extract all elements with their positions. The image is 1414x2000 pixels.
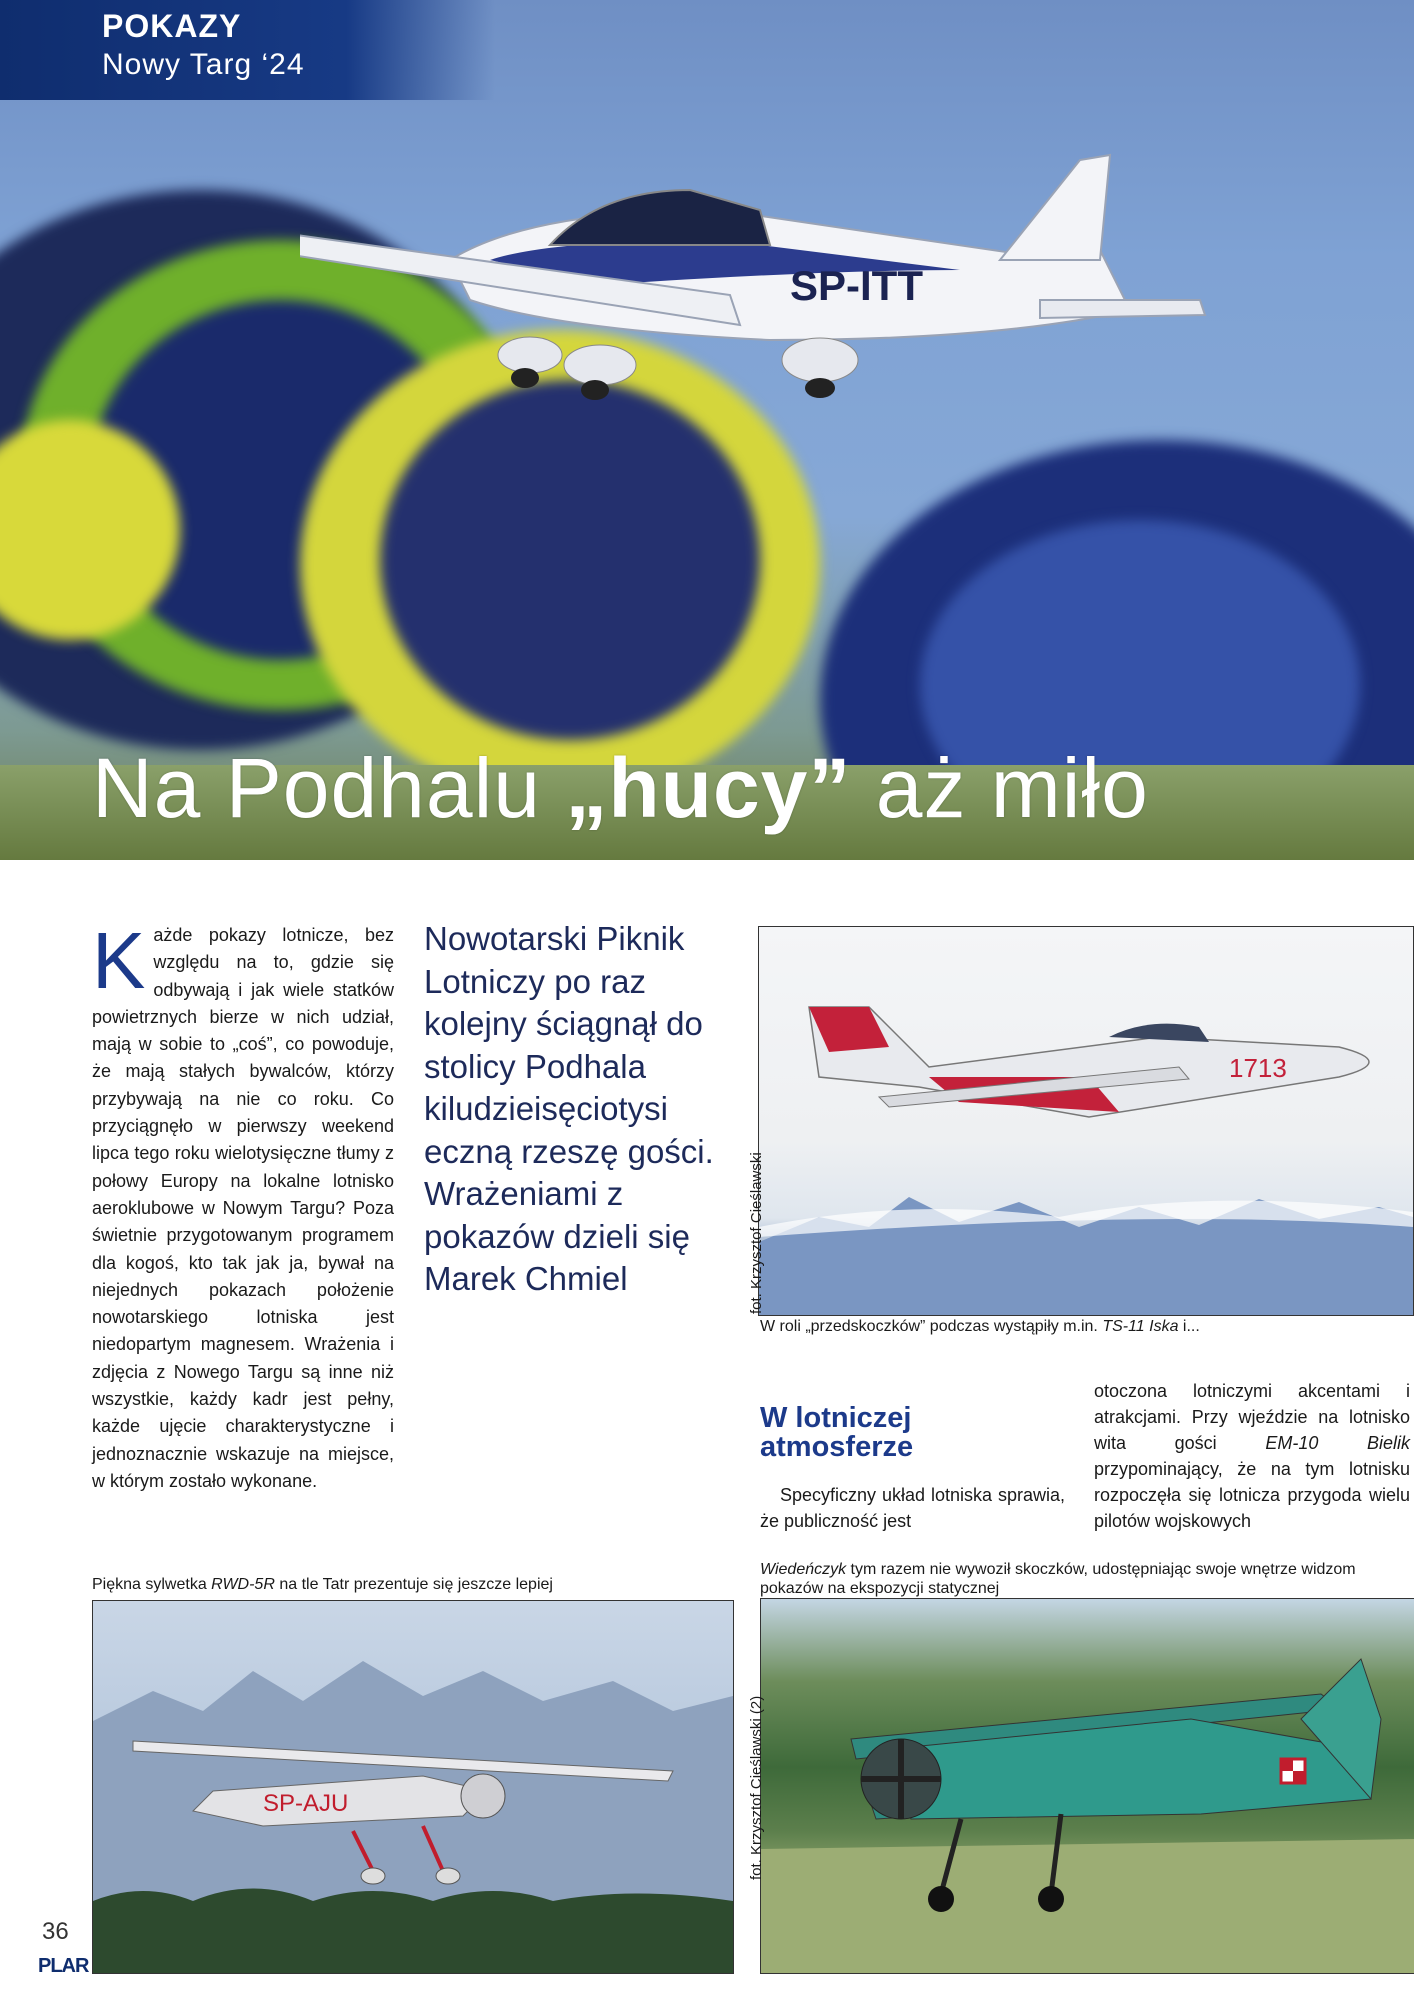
dropcap: K xyxy=(92,916,146,1005)
text-emphasis: RWD-5R xyxy=(211,1576,275,1593)
intro-paragraph xyxy=(92,916,394,1495)
article-headline xyxy=(92,740,1412,837)
text-run: Piękna sylwetka xyxy=(92,1576,212,1593)
photo-iskra xyxy=(758,926,1414,1316)
lead-text: Nowotarski Piknik Lotniczy po raz kolejny ściągnął do stolicy Podhala kiludzieisęciotysi eczną rzeszę gości. Wrażeniami z pokazów dzieli się Marek Chmiel xyxy=(424,920,714,1297)
section-event: Nowy Targ ‘24 xyxy=(102,48,305,81)
caption-an2 xyxy=(760,1560,1412,1598)
hero-photo xyxy=(0,0,1414,860)
hero-registration: SP-ITT xyxy=(790,262,923,309)
page-number: 36 xyxy=(42,1918,69,1945)
subsection-col1: Specyficzny układ lotniska sprawia, że publiczność jest xyxy=(760,1485,1065,1531)
text-emphasis: Wiedeńczyk xyxy=(760,1561,847,1578)
text-emphasis: TS-11 Iska xyxy=(1102,1318,1179,1335)
section-category: POKAZY xyxy=(102,8,242,44)
caption-iskra xyxy=(760,1318,1200,1336)
text-run: na tle Tatr prezentuje się jeszcze lepiej xyxy=(274,1576,553,1593)
text-run: przypominający, że na tym lotnisku rozpoczęła się lotnicza przygoda wielu pilotów wojskowych xyxy=(1094,1459,1410,1531)
text-run: tym razem nie wywoził skoczków, udostępniając swoje wnętrze widzom pokazów na ekspozycji statycznej xyxy=(760,1561,1356,1597)
caption-rwd xyxy=(92,1576,553,1594)
intro-text: ażde pokazy lotnicze, bez względu na to, gdzie się odbywają i jak wiele statków powietrznych bierze w nich udział, mają w sobie to „coś”, co powoduje, że mają stałych bywalców, którzy przybywają na nie co roku. Co przyciągnęło w pierwszy weekend lipca tego roku wielotysięczne tłumy z połowy Europy na lokalne lotnisko aeroklubowe w Nowym Targu? Poza świetnie przygotowanym programem dla kogoś, kto tak jak ja, bywał na niejednych pokazach położenie nowotarskiego lotniska jest niedopartym magnesem. Wrażenia i zdjęcia z Nowego Targu są inne niż wszystkie, każdy kadr jest pełny, każde ujęcie charakterystyczne i jednoznacznie wskazuje na miejsce, w którym zostało wykonane. xyxy=(92,925,394,1491)
photo-credit-2: fot. Krzysztof Cieślawski (2) xyxy=(748,1695,765,1880)
photo-rwd xyxy=(92,1600,734,1974)
text-run: otoczona lotniczymi akcentami i atrakcjami. Przy wjeździe na lotnisko wita gości xyxy=(1094,1381,1410,1453)
magazine-brand: PLAR xyxy=(38,1955,89,1977)
headline-part: aż miło xyxy=(851,741,1149,835)
headline-emphasis: „hucy” xyxy=(565,741,852,835)
text-run: W roli „przedskoczków” podczas wystąpiły m.in. xyxy=(760,1318,1103,1335)
photo-an2 xyxy=(760,1598,1414,1974)
text-emphasis: EM-10 Bielik xyxy=(1265,1433,1410,1453)
subsection-col2 xyxy=(1094,1378,1410,1534)
text-run: i... xyxy=(1178,1318,1200,1335)
iskra-number: 1713 xyxy=(1229,1053,1287,1083)
photo-credit-1: fot. Krzysztof Cieślawski xyxy=(748,1152,765,1314)
rwd-registration: SP-AJU xyxy=(263,1790,349,1817)
subsection-title: W lotniczej atmosferze xyxy=(760,1402,914,1463)
headline-part: Na Podhalu xyxy=(92,741,566,835)
section-tag xyxy=(0,0,495,100)
hero-airplane xyxy=(300,150,1414,530)
